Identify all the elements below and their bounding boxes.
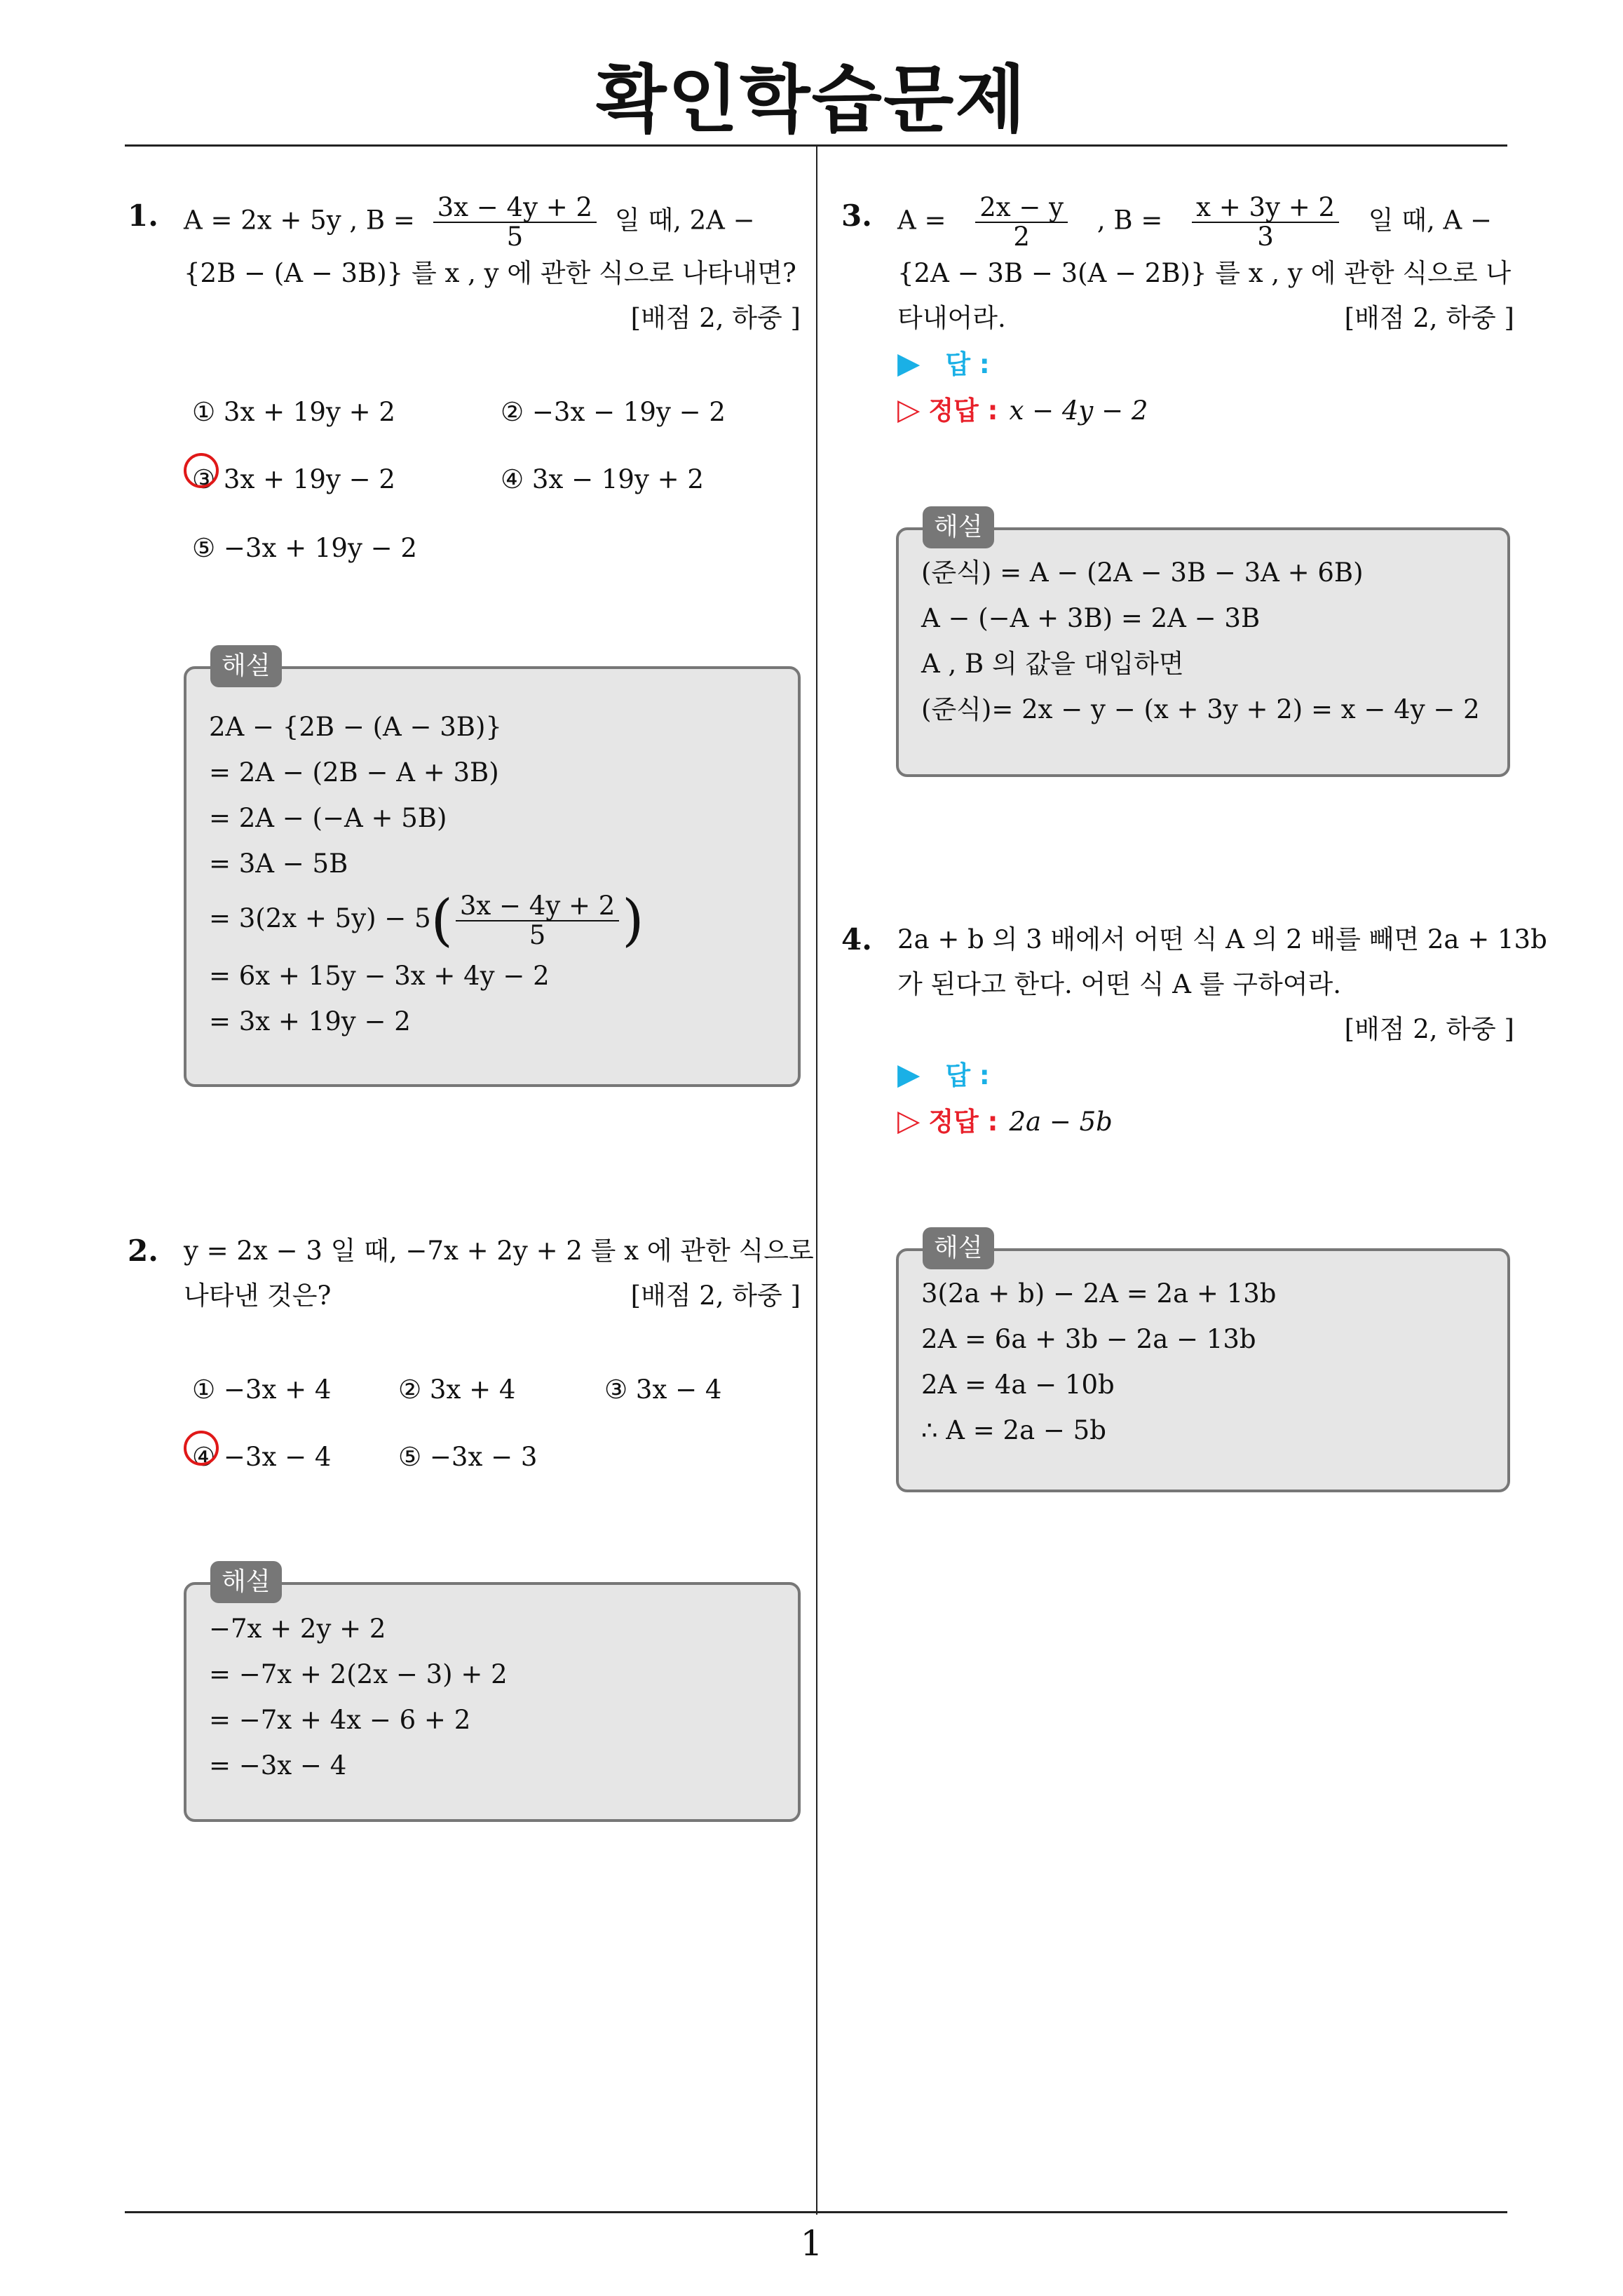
fraction: $\frac{3x - 4y + 2}{5}$: [433, 194, 597, 251]
problem-number: 3.: [841, 198, 872, 233]
correct-answer: ▷ 정답 : 2a − 5b: [897, 1098, 1514, 1144]
explanation-box-4: 해설 3(2a + b) − 2A = 2a + 13b 2A = 6a + 3b − 2a − 13b 2A = 4a − 10b ∴ A = 2a − 5b: [896, 1248, 1510, 1492]
question-line-1: A = $\frac{2x - y}{2}$ , B = $\frac{x + 3y + 2}{3}$ 일 때, A −: [897, 192, 1493, 252]
score-label: [배점 2, 하중 ]: [1344, 303, 1514, 333]
filled-triangle-icon: ▶: [897, 346, 921, 380]
score-label: [배점 2, 하중 ]: [630, 1281, 801, 1311]
question-line-1: y = 2x − 3 일 때, −7x + 2y + 2 를 x 에 관한 식으로: [184, 1236, 814, 1266]
answer-field[interactable]: ▶ 답 :: [897, 1052, 1514, 1098]
fraction: $\frac{x + 3y + 2}{3}$: [1192, 194, 1339, 251]
question-line-2: 나타낸 것은? [배점 2, 하중 ]: [184, 1274, 801, 1318]
page-number: 1: [800, 2223, 823, 2264]
filled-triangle-icon: ▶: [897, 1057, 921, 1091]
problem-number: 4.: [841, 922, 872, 957]
question-line-1: A = 2x + 5y , B = $\frac{3x - 4y + 2}{5}$ 일 때, 2A −: [184, 192, 755, 252]
choice-list: [184, 1368, 801, 1508]
problem-2: [128, 1229, 814, 1508]
choice-5[interactable]: ⑤ −3x + 19y − 2: [192, 533, 417, 563]
choice-2[interactable]: ② −3x − 19y − 2: [501, 397, 726, 427]
choice-4[interactable]: ④ 3x − 19y + 2: [501, 464, 704, 494]
question-line-2: {2B − (A − 3B)} 를 x , y 에 관한 식으로 나타내면?: [184, 258, 796, 288]
outline-triangle-icon: ▷: [897, 392, 921, 426]
explanation-tag: 해설: [923, 1227, 994, 1269]
problem-number: 1.: [128, 198, 158, 233]
question-line-2: 가 된다고 한다. 어떤 식 A 를 구하여라.: [897, 969, 1341, 999]
page-title: 확인학습문제: [596, 57, 1027, 142]
question-line-3: 타내어라. [배점 2, 하중 ]: [897, 296, 1514, 341]
selected-circle-mark: [184, 1431, 219, 1466]
explanation-box-2: 해설 −7x + 2y + 2 = −7x + 2(2x − 3) + 2 = −7x + 4x − 6 + 2 = −3x − 4: [184, 1582, 801, 1822]
choice-list: [184, 390, 801, 621]
choice-3[interactable]: ③ 3x − 4: [604, 1375, 722, 1405]
explanation-tag: 해설: [210, 1561, 282, 1603]
column-divider: [816, 146, 817, 2215]
fraction-line: = 3(2x + 5y) − 5( $\frac{3x - 4y + 2}{5}$ ): [209, 887, 644, 953]
fraction: $\frac{2x - y}{2}$: [975, 194, 1068, 251]
question-line-1: 2a + b 의 3 배에서 어떤 식 A 의 2 배를 빼면 2a + 13b: [897, 924, 1547, 954]
answer-field[interactable]: ▶ 답 :: [897, 341, 1514, 387]
selected-circle-mark: [184, 453, 219, 488]
explanation-tag: 해설: [210, 645, 282, 687]
problem-3: [841, 192, 1514, 433]
footer-rule: [125, 2211, 1507, 2213]
choice-4[interactable]: ④ −3x − 4: [192, 1435, 331, 1480]
outline-triangle-icon: ▷: [897, 1103, 921, 1137]
score-label: [배점 2, 하중 ]: [1344, 1014, 1514, 1044]
score-label: [배점 2, 하중 ]: [630, 303, 801, 333]
explanation-box-1: 해설 2A − {2B − (A − 3B)} = 2A − (2B − A + 3B) = 2A − (−A + 5B) = 3A − 5B = 3(2x + 5y) − 5( $\frac{3x - 4y + 2}{5}$ ) = 6x + 15y − 3x + 4y − 2 = 3x + 19y − 2: [184, 666, 801, 1087]
problem-number: 2.: [128, 1234, 158, 1268]
explanation-box-3: 해설 (준식) = A − (2A − 3B − 3A + 6B) A − (−A + 3B) = 2A − 3B A , B 의 값을 대입하면 (준식)= 2x − y − (x + 3y + 2) = x − 4y − 2: [896, 527, 1510, 777]
choice-1[interactable]: ① −3x + 4: [192, 1375, 332, 1405]
correct-answer: ▷ 정답 : x − 4y − 2: [897, 387, 1514, 433]
explanation-tag: 해설: [923, 506, 994, 548]
problem-4: [841, 917, 1547, 1144]
choice-2[interactable]: ② 3x + 4: [398, 1375, 516, 1405]
choice-1[interactable]: ① 3x + 19y + 2: [192, 397, 395, 427]
choice-3[interactable]: ③ 3x + 19y − 2: [192, 457, 395, 502]
question-line-2: {2A − 3B − 3(A − 2B)} 를 x , y 에 관한 식으로 나: [897, 258, 1512, 288]
problem-1: [128, 192, 801, 621]
choice-5[interactable]: ⑤ −3x − 3: [398, 1442, 538, 1472]
